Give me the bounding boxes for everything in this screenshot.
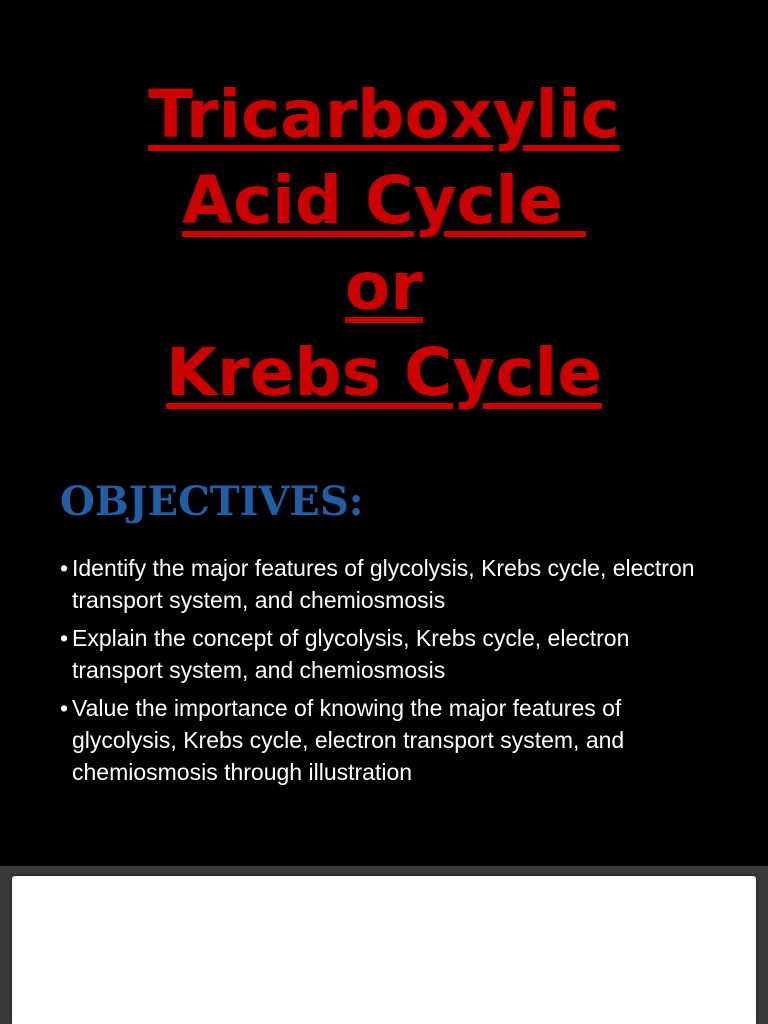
objective-text: Explain the concept of glycolysis, Krebs cycle, electron transport system, and chemiosmosis (72, 625, 630, 683)
title-line (0, 330, 768, 416)
objective-item (60, 692, 720, 788)
objectives-heading: OBJECTIVES: (60, 478, 364, 525)
bullet-icon: • (60, 695, 69, 721)
bullet-icon: • (60, 625, 69, 651)
next-page-preview[interactable] (12, 876, 756, 1024)
title-line-text: or (345, 248, 423, 325)
title-line-text: Krebs Cycle (166, 334, 602, 411)
objective-item (60, 552, 720, 616)
objectives-list (60, 552, 720, 794)
bullet-icon: • (60, 555, 69, 581)
objective-text: Value the importance of knowing the major features of glycolysis, Krebs cycle, electron transport system, and chemiosmosis through illustration (72, 695, 625, 785)
title-line-text: Tricarboxylic (148, 76, 620, 153)
title-line (0, 158, 768, 244)
title-line (0, 244, 768, 330)
title-line (0, 72, 768, 158)
objective-text: Identify the major features of glycolysis, Krebs cycle, electron transport system, and chemiosmosis (72, 555, 695, 613)
objective-item (60, 622, 720, 686)
slide-title (0, 72, 768, 416)
title-line-text: Acid Cycle (182, 162, 586, 239)
